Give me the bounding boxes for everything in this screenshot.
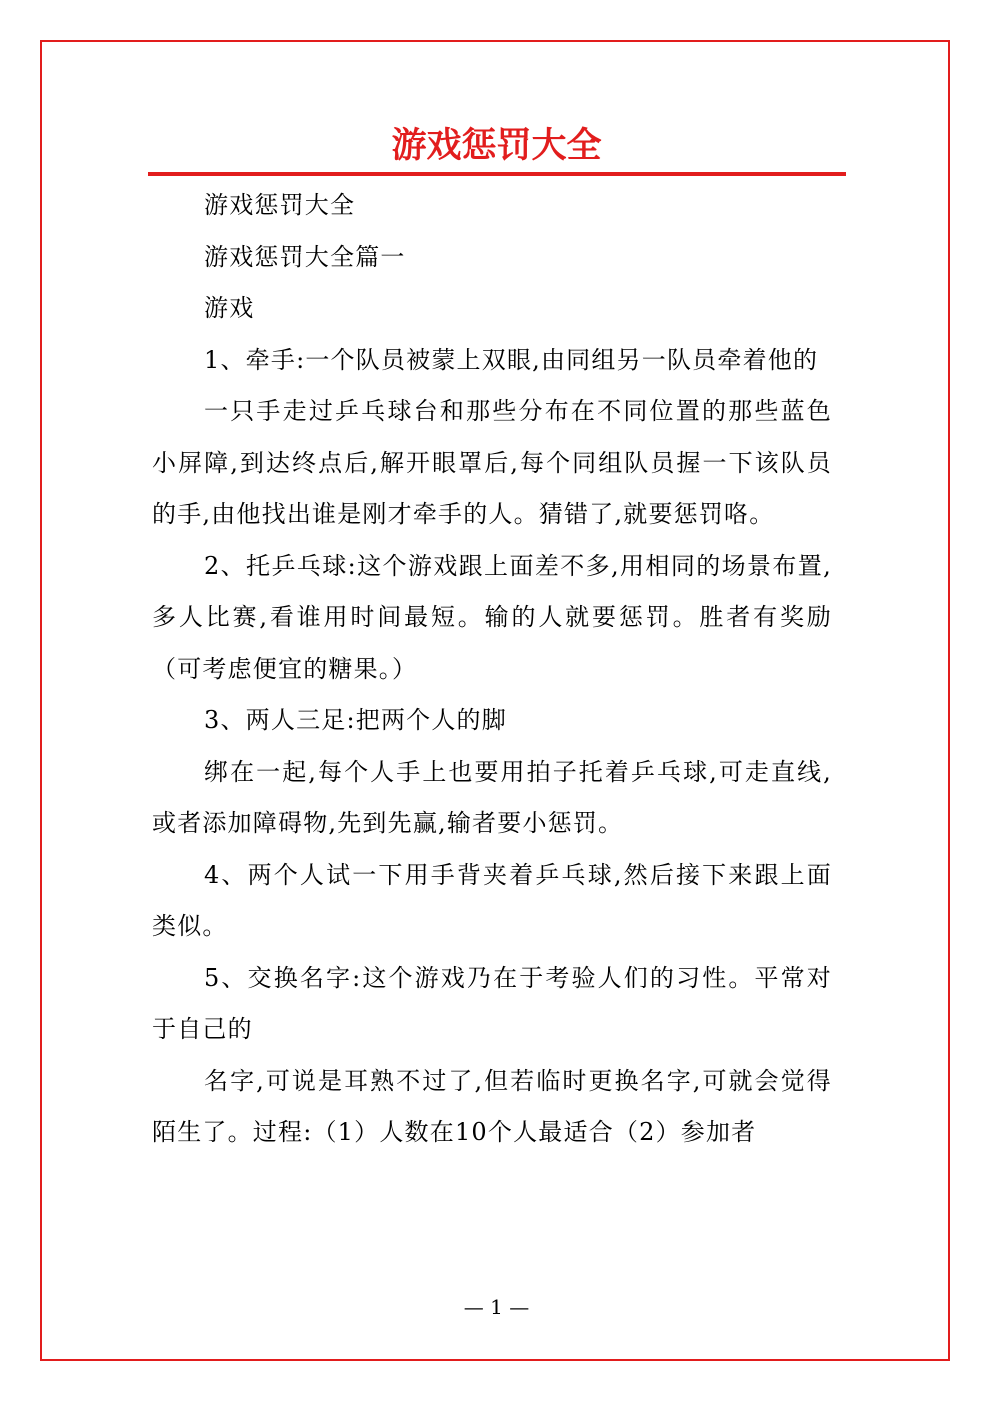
paragraph: 名字,可说是耳熟不过了,但若临时更换名字,可就会觉得陌生了。过程:（1）人数在10个人最适合（2）参加者 <box>152 1066 832 1146</box>
paragraph: 游戏 <box>204 294 255 322</box>
paragraph: 5、交换名字:这个游戏乃在于考验人们的习性。平常对于自己的 <box>152 963 832 1043</box>
document-title: 游戏惩罚大全 <box>391 125 602 166</box>
paragraph: 游戏惩罚大全 <box>204 191 356 219</box>
paragraph: 游戏惩罚大全篇一 <box>204 242 406 271</box>
page-number: — 1 — <box>463 1295 530 1319</box>
paragraph: 一只手走过乒乓球台和那些分布在不同位置的那些蓝色小屏障,到达终点后,解开眼罩后,每个同组队员握一下该队员的手,由他找出谁是刚才牵手的人。猜错了,就要惩罚咯。 <box>152 397 832 528</box>
title-underline <box>148 172 846 176</box>
document-body <box>152 180 832 1159</box>
paragraph: 1、牵手:一个队员被蒙上双眼,由同组另一队员牵着他的 <box>204 345 819 374</box>
paragraph: 绑在一起,每个人手上也要用拍子托着乒乓球,可走直线,或者添加障碍物,先到先赢,输者要小惩罚。 <box>152 757 832 837</box>
paragraph: 3、两人三足:把两个人的脚 <box>204 706 507 734</box>
paragraph: 4、两个人试一下用手背夹着乒乓球,然后接下来跟上面类似。 <box>152 860 832 940</box>
paragraph: 2、托乒乓球:这个游戏跟上面差不多,用相同的场景布置,多人比赛,看谁用时间最短。输的人就要惩罚。胜者有奖励（可考虑便宜的糖果。） <box>152 551 832 683</box>
